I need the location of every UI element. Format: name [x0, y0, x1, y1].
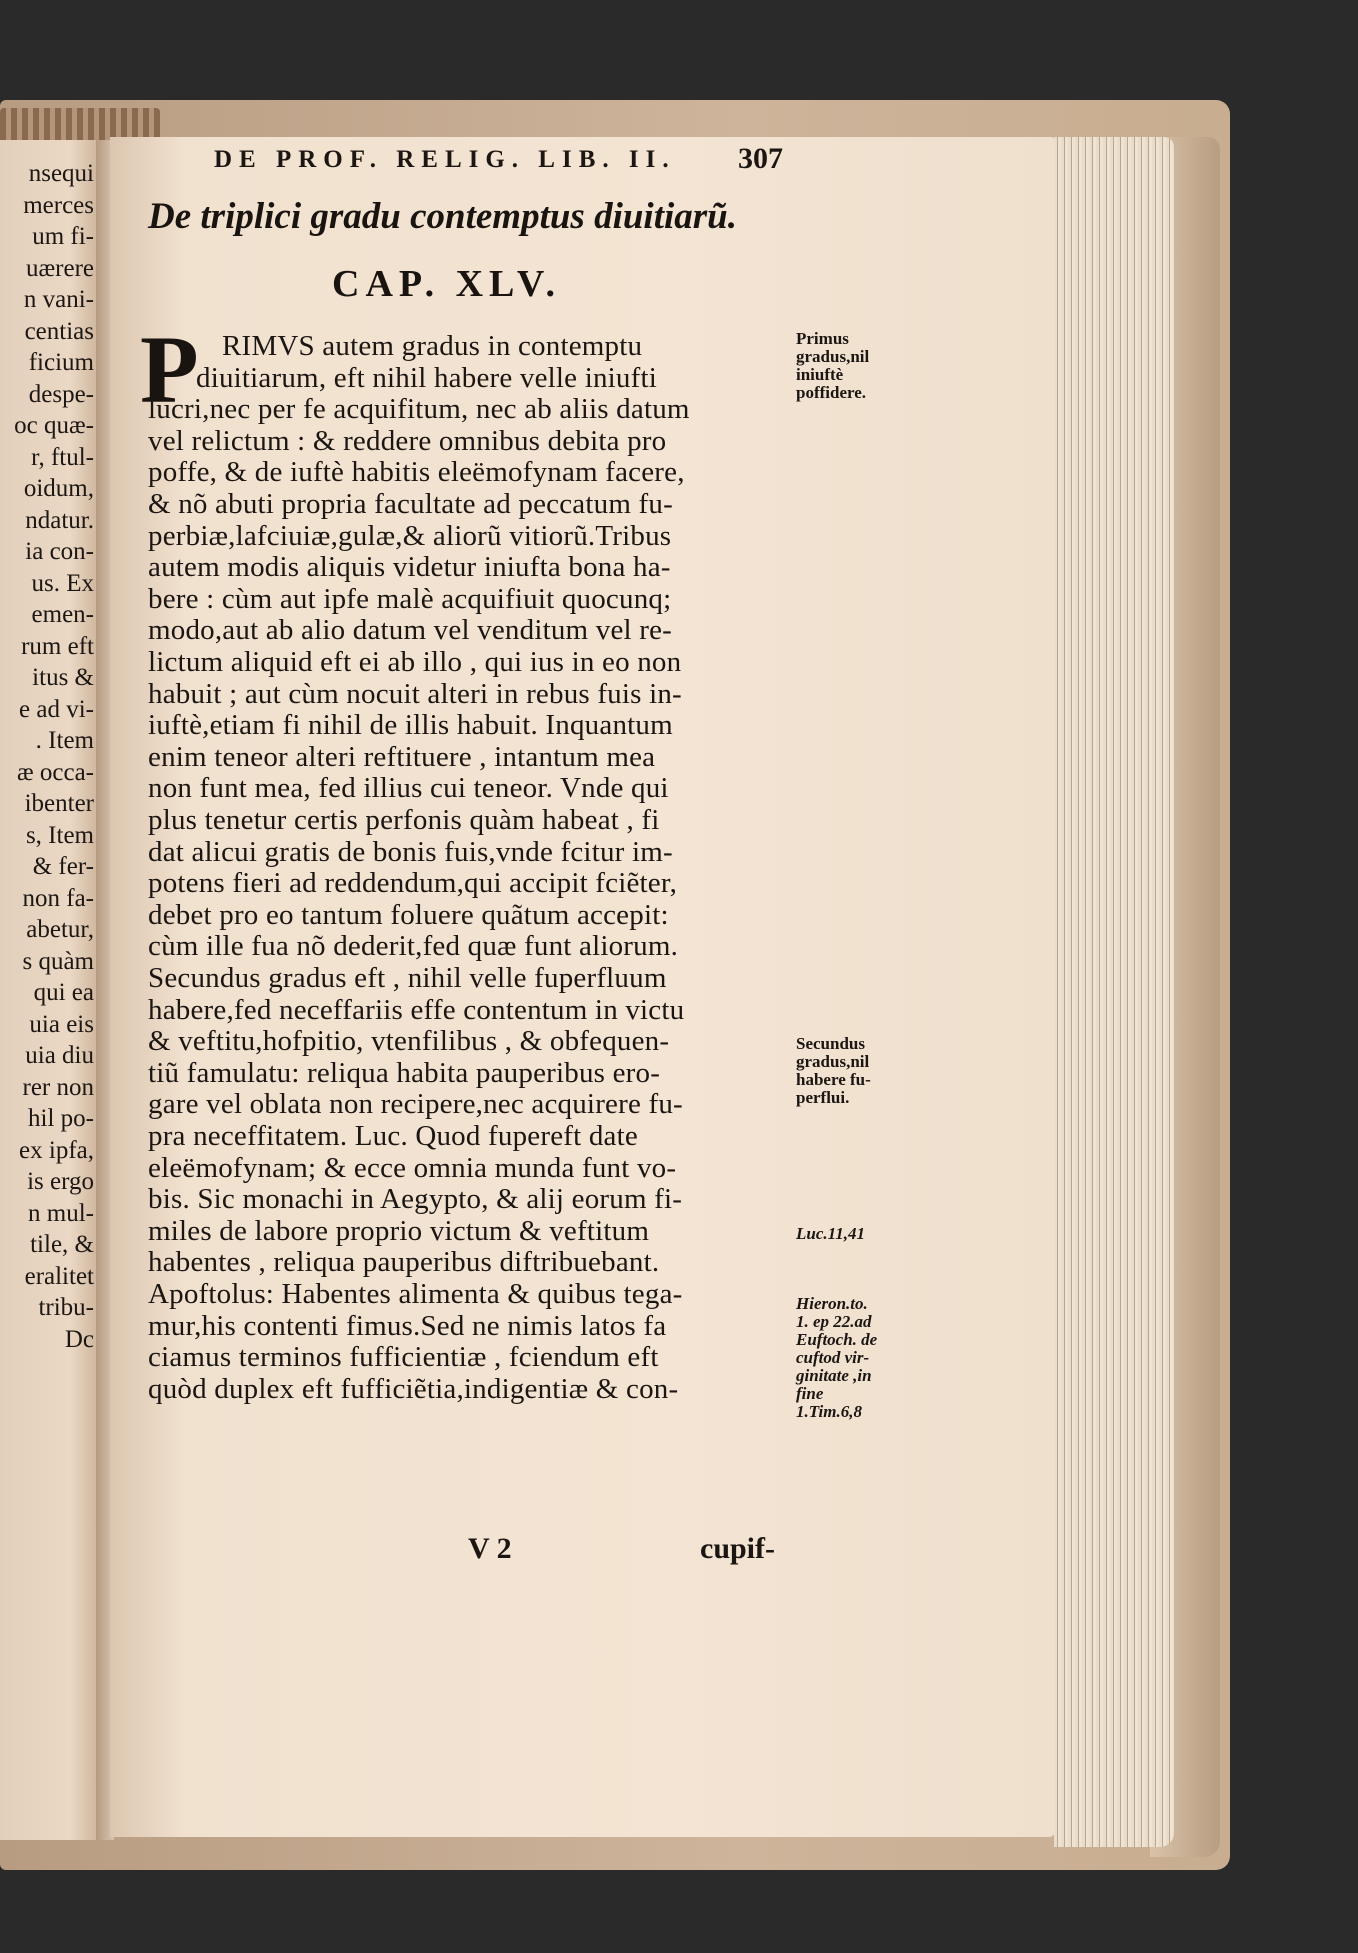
left-page-line: . Item [35, 727, 94, 754]
left-page-line: emen- [31, 601, 94, 628]
margin-note-line: Luc.11,41 [796, 1224, 865, 1243]
left-page-line: s quàm [22, 947, 94, 975]
left-page-line: ex ipfa, [19, 1136, 94, 1164]
margin-note-line: gradus,nil [796, 347, 870, 366]
margin-note-line: iniuftè [796, 365, 844, 384]
margin-note-line: perflui. [796, 1088, 850, 1107]
left-page-line: ficium [28, 349, 94, 376]
left-page-line: oc quæ- [14, 412, 94, 439]
left-page-line: r, ftul- [31, 443, 94, 471]
left-page-line: oidum, [23, 475, 94, 502]
body-line: & veftitu,hofpitio, vtenfilibus , & obfequen- [148, 1025, 670, 1058]
page-block-edges [1054, 137, 1174, 1847]
margin-note-line: Euftoch. de [796, 1330, 878, 1349]
left-page-line: um fi- [32, 223, 94, 250]
body-line: RIMVS autem gradus in contemptu [222, 330, 643, 362]
body-line: & nõ abuti propria facultate ad peccatum fu- [148, 488, 673, 520]
body-line: ciamus terminos fufficientiæ , fciendum eft [148, 1341, 659, 1374]
left-page-line: & fer- [32, 853, 94, 880]
body-line: non funt mea, fed illius cui teneor. Vnde qui [148, 772, 669, 805]
margin-note-line: Secundus [796, 1034, 865, 1053]
body-line: iuftè,etiam fi nihil de illis habuit. Inquantum [148, 709, 673, 742]
body-line: potens fieri ad reddendum,qui accipit fciẽter, [148, 867, 678, 900]
left-page-line: e ad vi- [19, 695, 94, 723]
left-page-line: qui ea [33, 979, 94, 1006]
body-line: diuitiarum, eft nihil habere velle iniufti [196, 361, 657, 394]
left-page-line: nsequi [28, 160, 94, 187]
catchword: cupif- [700, 1532, 775, 1565]
signature-mark: V 2 [468, 1532, 512, 1565]
body-line: habentes , reliqua pauperibus diftribuebant. [148, 1246, 660, 1279]
left-page-line: ibenter [24, 790, 94, 817]
margin-note-line: fine [796, 1384, 824, 1403]
body-line: habere,fed neceffariis effe contentum in victu [148, 993, 685, 1026]
margin-note-line: Primus [796, 329, 849, 348]
body-line: cùm ille fua nõ dederit,fed quæ funt aliorum. [148, 930, 679, 963]
left-page-line: centias [24, 317, 94, 345]
body-line: debet pro eo tantum foluere quãtum accepit: [148, 898, 669, 931]
page-number: 307 [738, 142, 783, 175]
left-page-line: us. Ex [31, 569, 94, 597]
chapter-title: De triplici gradu contemptus diuitiarũ. [148, 196, 738, 237]
body-line: eleëmofynam; & ecce omnia munda funt vo- [148, 1151, 677, 1184]
left-page-line: æ occa- [16, 758, 94, 786]
margin-note-line: poffidere. [796, 383, 867, 402]
left-page-line: is ergo [27, 1168, 94, 1195]
body-line: modo,aut ab alio datum vel venditum vel re- [148, 614, 673, 647]
body-line: poffe, & de iuftè habitis eleëmofynam facere, [148, 456, 685, 489]
left-page-line: abetur, [26, 916, 94, 943]
body-line: mur,his contenti fimus.Sed ne nimis latos fa [148, 1309, 667, 1342]
margin-note-line: ginitate ,in [796, 1366, 872, 1385]
left-page-line: n vani- [23, 286, 94, 313]
left-page-line: Dc [64, 1325, 94, 1353]
body-line: enim teneor alteri reftituere , intantum mea [148, 740, 656, 773]
left-page-line: eralitet [24, 1262, 94, 1290]
body-line: perbiæ,lafciuiæ,gulæ,& aliorũ vitiorũ.Tribus [148, 519, 672, 552]
left-page-line: ia con- [25, 538, 94, 565]
margin-note-line: cuftod vir- [796, 1348, 870, 1367]
margin-note-line: 1. ep 22.ad [796, 1312, 872, 1331]
left-page-line: itus & [32, 664, 94, 691]
left-page-line: hil po- [28, 1105, 94, 1132]
drop-cap: P [140, 316, 199, 423]
left-page-line: rer non [22, 1073, 94, 1101]
left-page-line: rum eft [21, 632, 94, 660]
running-head: DE PROF. RELIG. LIB. II. [214, 146, 676, 173]
margin-note-line: 1.Tim.6,8 [796, 1402, 862, 1421]
body-line: bis. Sic monachi in Aegypto, & alij eorum fi- [148, 1183, 683, 1216]
margin-note [796, 1225, 865, 1243]
left-page-line: n mul- [28, 1199, 94, 1227]
body-line: gare vel oblata non recipere,nec acquirere fu- [148, 1088, 683, 1121]
body-line: lictum aliquid eft ei ab illo , qui ius in eo non [148, 646, 682, 678]
margin-note-line: gradus,nil [796, 1052, 870, 1071]
left-page-line: uia eis [29, 1010, 94, 1038]
body-line: autem modis aliquis videtur iniufta bona ha- [148, 551, 671, 584]
margin-note [796, 330, 869, 402]
body-line: plus tenetur certis perfonis quàm habeat , fi [148, 804, 660, 836]
body-line: Secundus gradus eft , nihil velle fuperfluum [148, 962, 667, 994]
margin-note-line: Hieron.to. [796, 1294, 868, 1313]
body-line: Apoftolus: Habentes alimenta & quibus tega- [148, 1278, 683, 1310]
body-line: pra neceffitatem. Luc. Quod fupereft date [148, 1120, 638, 1152]
body-line: quòd duplex eft fufficiẽtia,indigentiæ & con- [148, 1372, 679, 1405]
left-page-line: tile, & [30, 1231, 94, 1258]
body-line: bere : cùm aut ipfe malè acquifiuit quocunq; [148, 582, 672, 615]
margin-note-line: habere fu- [796, 1070, 871, 1089]
left-page-line: ndatur. [25, 506, 94, 534]
margin-note [796, 1035, 871, 1107]
body-line: habuit ; aut cùm nocuit alteri in rebus fuis in- [148, 677, 682, 710]
body-line: vel relictum : & reddere omnibus debita pro [148, 424, 667, 457]
chapter-number: CAP. XLV. [332, 263, 561, 305]
left-page [0, 140, 100, 1840]
left-page-line: uærere [25, 254, 94, 282]
left-page-line: s, Item [25, 821, 94, 849]
left-page-line: non fa- [22, 884, 94, 912]
left-page-line: merces [23, 191, 94, 219]
body-line: lucri,nec per fe acquifitum, nec ab aliis datum [148, 393, 690, 426]
left-page-line: uia diu [25, 1042, 94, 1069]
body-line: dat alicui gratis de bonis fuis,vnde fcitur im- [148, 835, 673, 868]
margin-note [796, 1295, 877, 1421]
body-line: miles de labore proprio victum & veftitum [148, 1214, 650, 1247]
left-page-line: despe- [28, 380, 94, 408]
body-line: tiũ famulatu: reliqua habita pauperibus ero- [148, 1056, 661, 1089]
left-page-line: tribu- [38, 1294, 94, 1321]
